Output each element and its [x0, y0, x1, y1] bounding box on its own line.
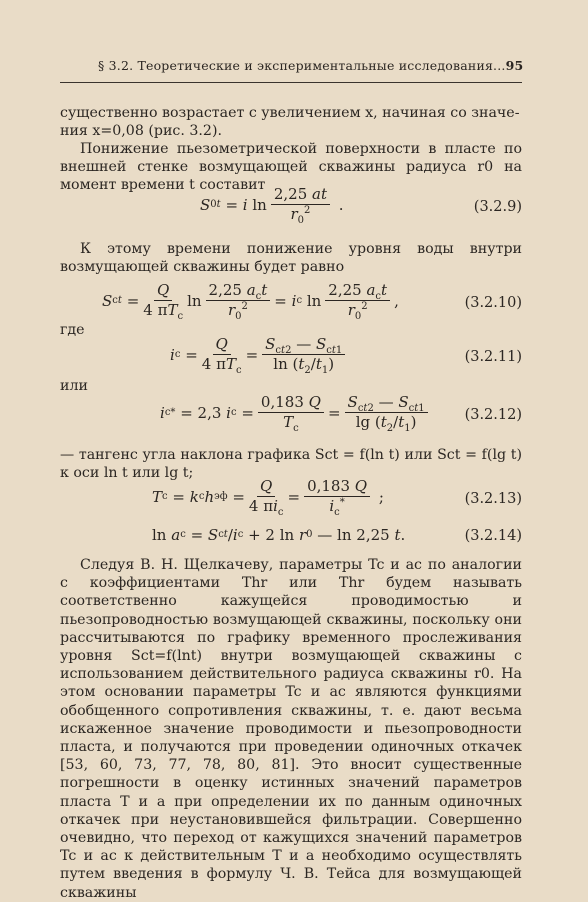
equation-3-2-12: i c * = 2,3 i c = $\frac{0,183 Q}{T_c}$ = $\frac{S_{ct2} — S_{ct1}}{\lg (t_2/t_1)}$ (3.2.12)	[160, 393, 522, 434]
eq-number: (3.2.9)	[473, 199, 522, 215]
paragraph-continued	[60, 104, 522, 140]
equation-3-2-14: ln a c = S ct / i c + 2 ln r 0 — ln 2,25 t . (3.2.14)	[152, 526, 522, 544]
equation-3-2-10: S ct = $\frac{Q}{4 \pi T_c}$ ln $\frac{2,25 a_ct}{r_0^2}$ = i c ln $\frac{2,25 a_ct}{r_0^2}$ , (3.2.10)	[102, 281, 522, 322]
running-header	[98, 58, 522, 73]
word-or: или	[60, 378, 88, 394]
eq-number: (3.2.13)	[464, 491, 522, 507]
running-title: § 3.2. Теоретические и экспериментальные исследования...	[98, 58, 506, 73]
eq-number: (3.2.11)	[464, 349, 522, 365]
p-last-text: Следуя В. Н. Щелкачеву, параметры Tc и ac по аналогии с коэффициентами Thr или Thr будем называть соответственно кажущейся проводимостью и пьезопроводностью возмущающей скважины, поскольку они рассчитываются по графику временного прослеживания уровня Sct=f(lnt) внутри возмущающей скважины с использованием действительного радиуса скважины r0. На этом основании параметры Tc и ac являются функциями обобщенного сопротивления скважины, т. е. дают весьма искаженное значение проводимости и пьезопроводности пласта, и получаются при проведении одиночных откачек [53, 60, 73, 77, 78, 80, 81]. Это вносит существенные погрешности в оценку истинных значений параметров пласта T и a при определении их по данным одиночных откачек при неустановившейся фильтрации. Совершенно очевидно, что переход от кажущихся значений параметров Tc и ac к действительным T и a необходимо осуществлять путем введения в формулу Ч. В. Тейса для возмущающей скважины	[60, 557, 522, 901]
page-number: 95	[505, 58, 524, 73]
p2-text: Понижение пьезометрической поверхности в пласте по внешней стенке возмущающей скважины радиуса r0 на момент времени t составит	[60, 141, 522, 193]
word-where: где	[60, 322, 85, 338]
paragraph-internal-drawdown	[60, 240, 522, 276]
eq-number: (3.2.14)	[464, 528, 522, 544]
header-rule	[60, 82, 522, 83]
p1-line1: существенно возрастает с увеличением x, начиная со значе-	[60, 105, 520, 121]
p1-line2: ния x=0,08 (рис. 3.2).	[60, 123, 223, 139]
equation-3-2-9: S 0t = i ln $\frac{2,25 at}{r_0^2}$ . (3.2.9)	[200, 185, 522, 226]
paragraph-shchelkachev	[60, 556, 522, 902]
equation-3-2-13: T c = k c h эф = $\frac{Q}{4 \pi i_c}$ = $\frac{0,183 Q}{i_c^*}$ ; (3.2.13)	[152, 477, 522, 518]
paragraph-tangent: — тангенс угла наклона графика Sct = f(ln t) или Sct = f(lg t) к оси ln t или lg t;	[60, 447, 522, 481]
eq-number: (3.2.10)	[464, 295, 522, 311]
p3-text: К этому времени понижение уровня воды внутри возмущающей скважины будет равно	[60, 241, 522, 275]
equation-3-2-11: i c = $\frac{Q}{4 \pi T_c}$ = $\frac{S_{ct2} — S_{ct1}}{\ln (t_2/t_1)}$ (3.2.11)	[170, 335, 522, 376]
eq-number: (3.2.12)	[464, 407, 522, 423]
